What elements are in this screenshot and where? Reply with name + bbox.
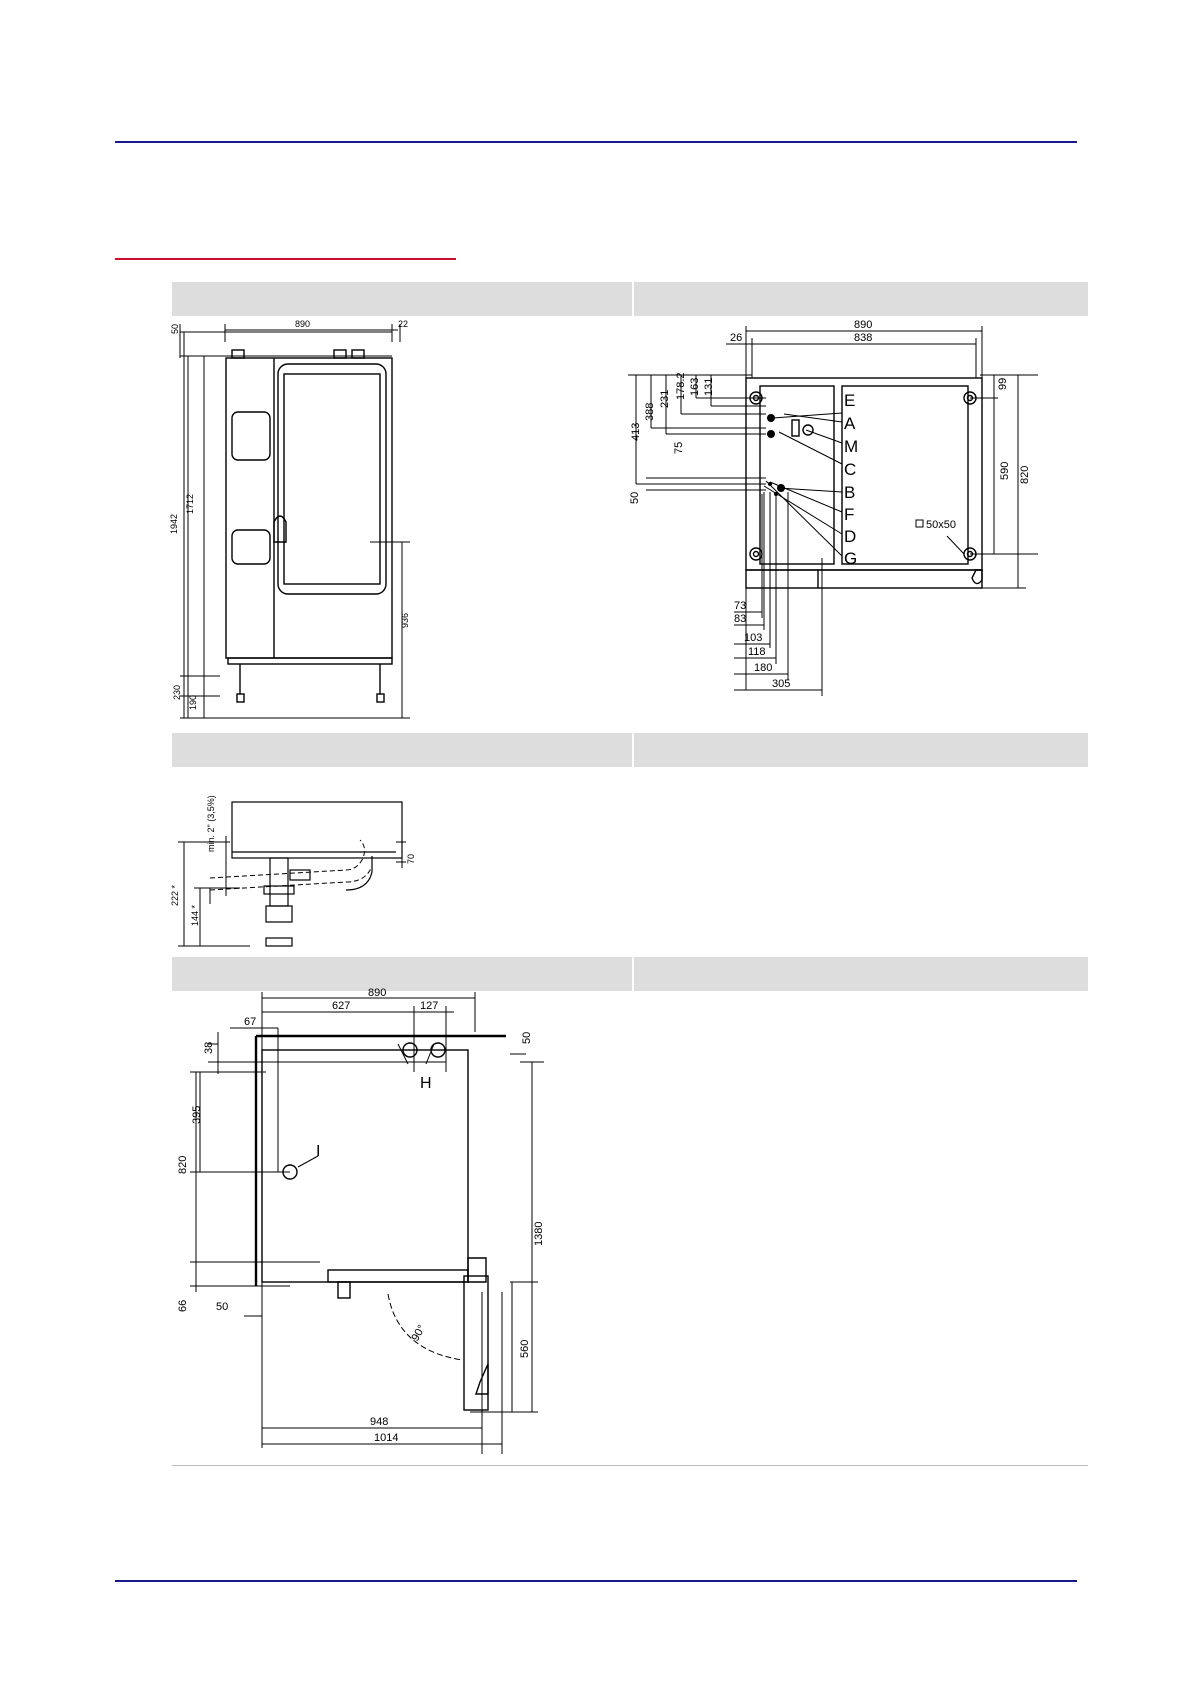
front-dim-total-height: 1942 <box>169 513 179 534</box>
front-view-drawing <box>170 318 430 728</box>
plan-dim-50-side: 50 <box>216 1301 229 1313</box>
plan-dim-38: 38 <box>203 1041 215 1054</box>
top-dim-offset-left: 26 <box>730 332 743 344</box>
table-bottom-rule <box>172 1465 1088 1466</box>
plan-door-angle: 90° <box>409 1323 429 1344</box>
plan-dim-948: 948 <box>370 1416 389 1428</box>
drain-dim-222: 222 * <box>170 884 180 906</box>
front-dim-body-height: 1712 <box>185 493 195 514</box>
top-dim-413: 413 <box>630 422 642 441</box>
plan-dim-1380: 1380 <box>533 1221 545 1246</box>
plan-dim-67: 67 <box>244 1016 257 1028</box>
connection-label-D: D <box>844 527 857 546</box>
plan-dim-395: 395 <box>191 1105 203 1124</box>
connection-label-F: F <box>844 505 855 524</box>
top-dim-83: 83 <box>734 613 747 625</box>
front-dim-top: 50 <box>170 323 180 334</box>
top-dim-163: 163 <box>689 377 701 396</box>
table-header-band-1 <box>172 282 1088 316</box>
top-view-drawing <box>626 318 1046 708</box>
plan-dim-127: 127 <box>420 1000 439 1012</box>
front-dim-leg-1: 230 <box>172 684 182 700</box>
top-dim-75: 75 <box>673 441 685 454</box>
front-dim-overhang: 22 <box>398 319 409 329</box>
top-dim-388: 388 <box>644 402 656 421</box>
top-dim-231: 231 <box>659 389 671 408</box>
band-separator <box>632 282 634 316</box>
front-dim-handle-height: 936 <box>400 612 410 628</box>
connection-label-G: G <box>844 549 858 568</box>
plan-dim-1014: 1014 <box>374 1432 399 1444</box>
drain-dim-70: 70 <box>406 853 416 864</box>
top-dim-178: 178.2 <box>675 372 687 400</box>
front-dim-leg-2: 190 <box>188 694 198 710</box>
drain-slope-label: min. 2" (3,5%) <box>206 795 216 852</box>
top-dim-73: 73 <box>734 600 747 612</box>
top-dim-50: 50 <box>629 491 641 504</box>
plan-dim-560: 560 <box>519 1339 531 1358</box>
connection-label-C: C <box>844 460 857 479</box>
footer-rule <box>115 1580 1077 1582</box>
square-foot-icon <box>916 520 923 527</box>
top-dim-width: 890 <box>854 319 873 331</box>
plan-dim-627: 627 <box>332 1000 351 1012</box>
drain-dim-144: 144 * <box>190 904 200 926</box>
connection-label-A: A <box>844 414 856 433</box>
top-foot-size: 50x50 <box>926 519 956 531</box>
top-dim-305: 305 <box>772 678 791 690</box>
drain-detail-drawing <box>170 766 450 956</box>
plan-clearance-drawing <box>170 987 570 1456</box>
table-header-band-3 <box>172 957 1088 991</box>
top-dim-inner-width: 838 <box>854 332 873 344</box>
connection-label-H: H <box>420 1075 432 1092</box>
connection-label-I: I <box>316 1143 321 1160</box>
connection-label-E: E <box>844 391 856 410</box>
band-separator <box>632 957 634 991</box>
band-separator <box>632 733 634 767</box>
connection-label-B: B <box>844 483 856 502</box>
connection-label-M: M <box>844 437 859 456</box>
plan-dim-820: 820 <box>177 1155 189 1174</box>
top-dim-131: 131 <box>703 377 715 396</box>
top-dim-180: 180 <box>754 662 773 674</box>
top-dim-820: 820 <box>1019 465 1031 484</box>
plan-dim-width: 890 <box>368 987 387 999</box>
plan-dim-50-top: 50 <box>521 1031 533 1044</box>
top-dim-103: 103 <box>744 632 763 644</box>
top-dim-590: 590 <box>999 461 1011 480</box>
table-header-band-2 <box>172 733 1088 767</box>
section-title-underline <box>115 258 456 260</box>
plan-dim-66: 66 <box>177 1299 189 1312</box>
front-dim-width: 890 <box>295 319 311 329</box>
header-rule <box>115 141 1077 143</box>
top-dim-99: 99 <box>997 377 1009 390</box>
top-dim-118: 118 <box>748 646 766 658</box>
